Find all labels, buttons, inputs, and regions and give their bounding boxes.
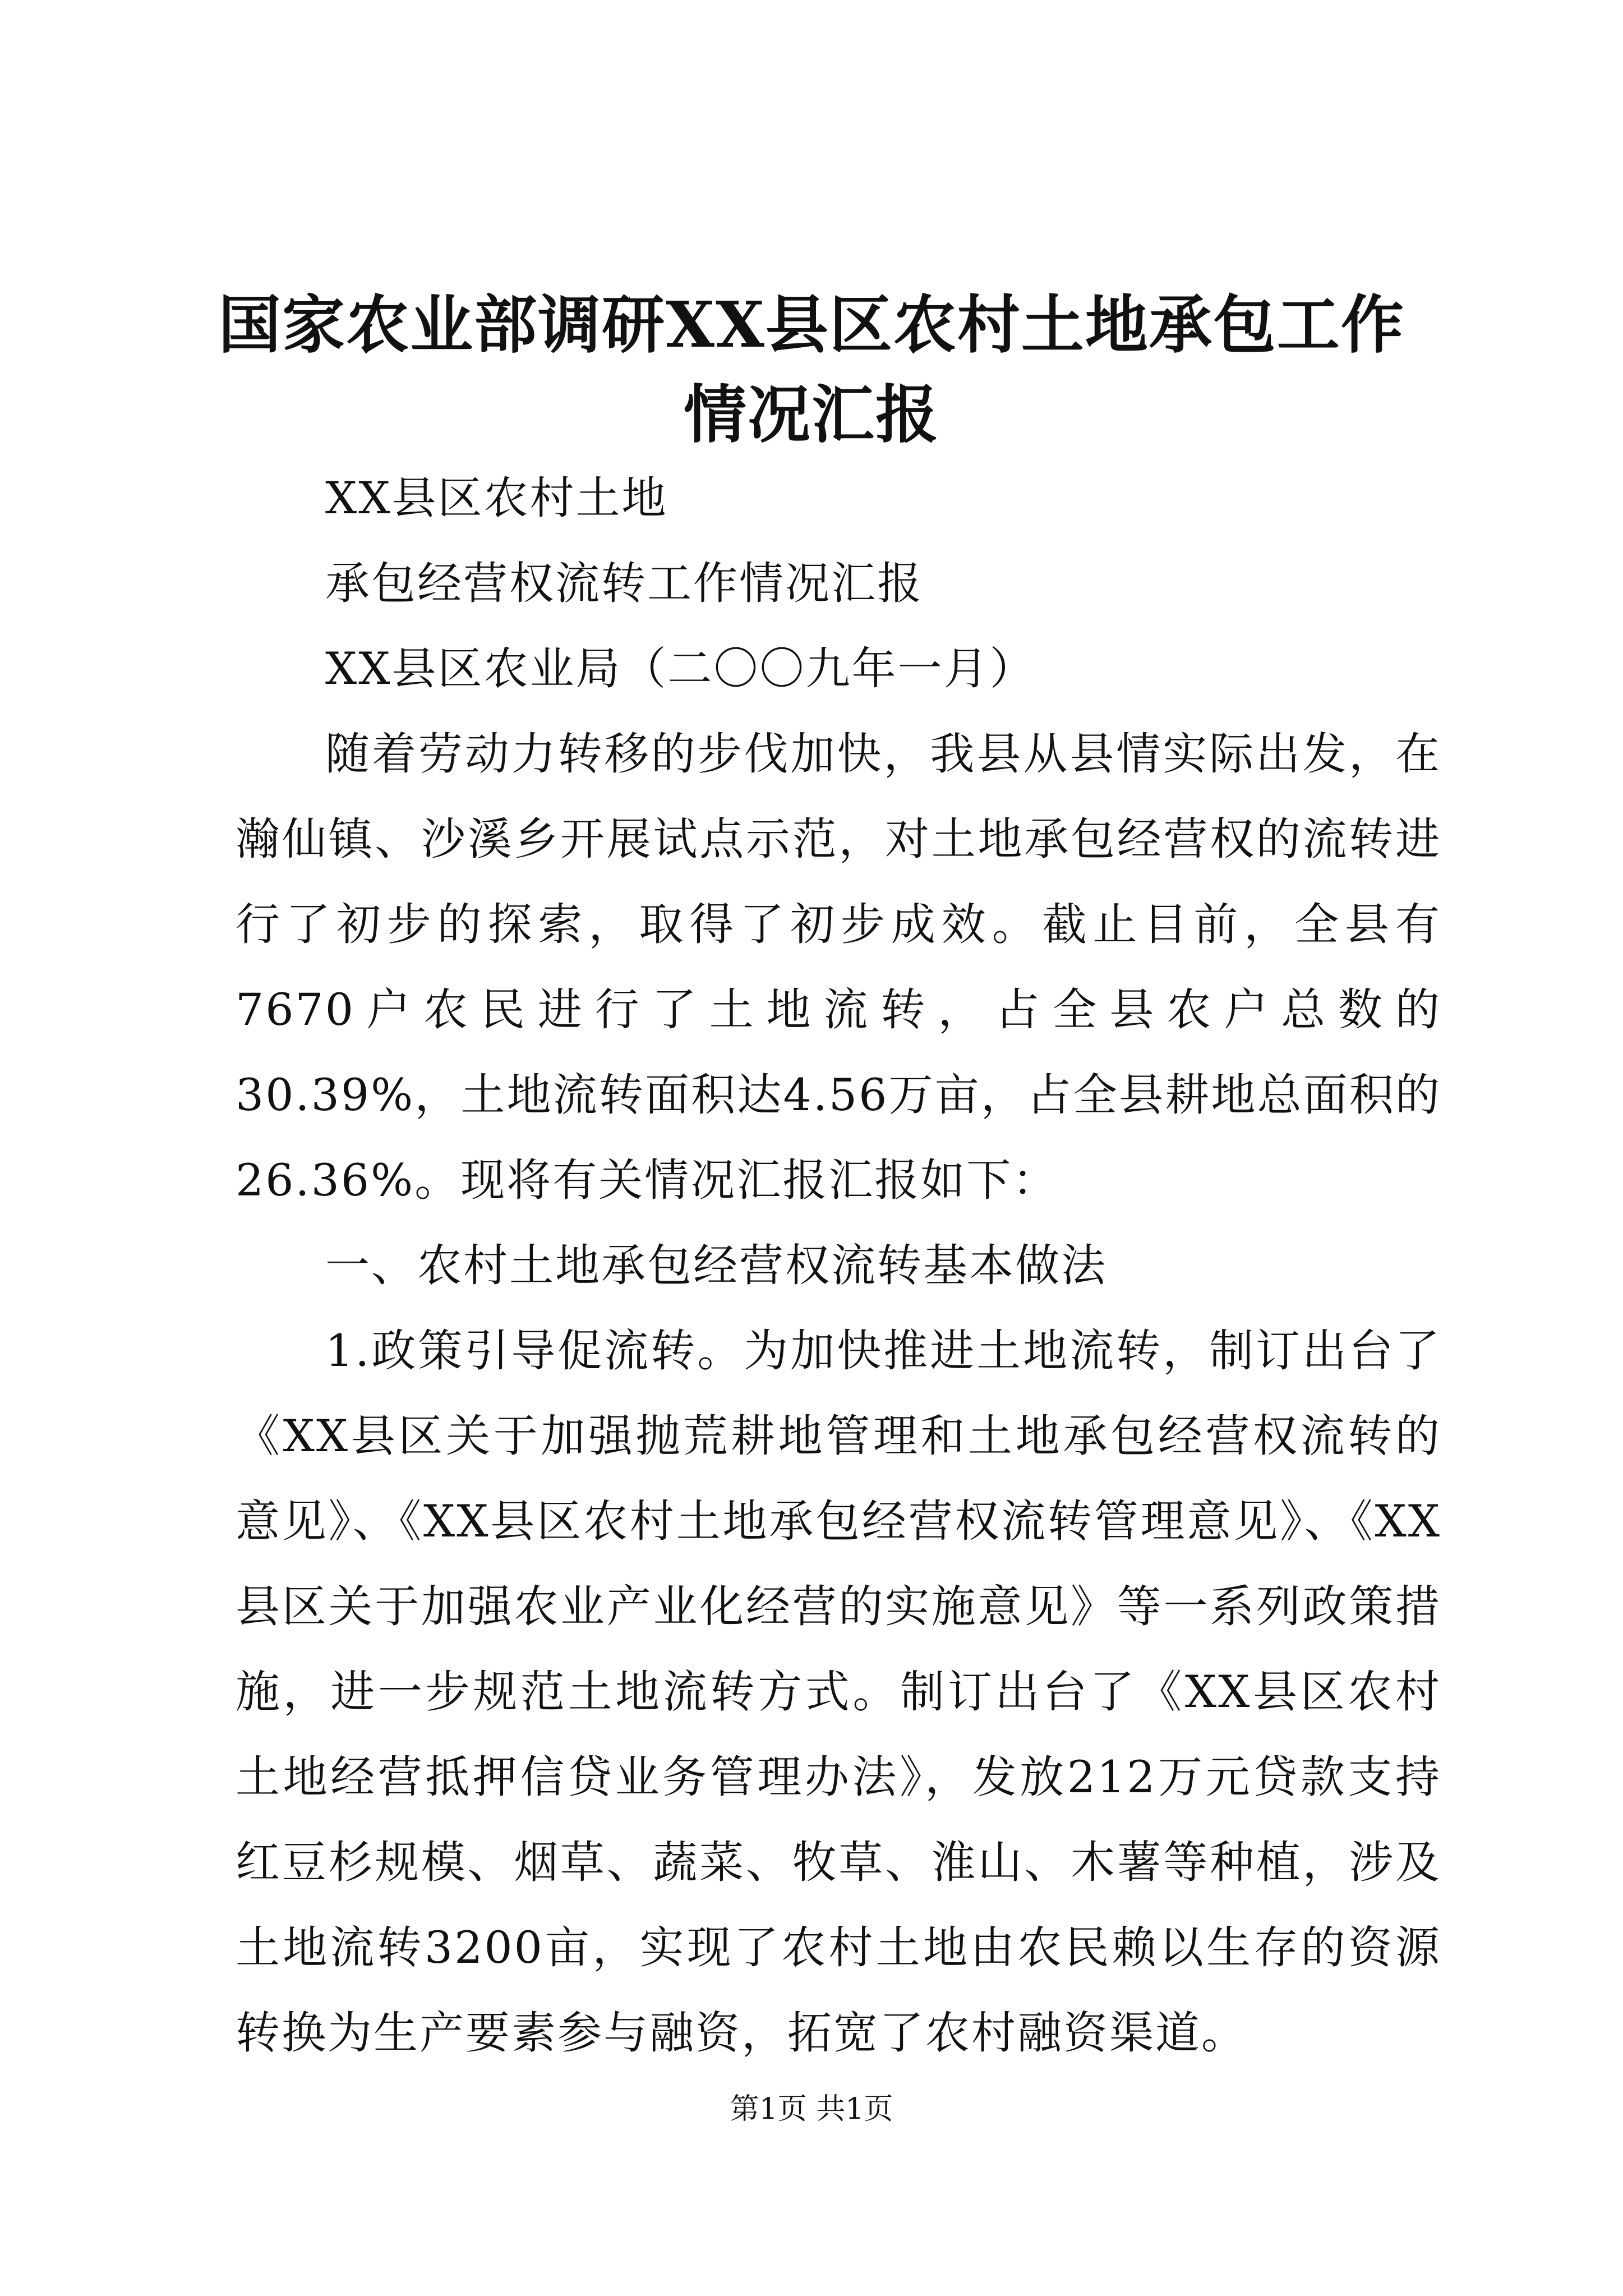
document-body bbox=[236, 455, 1441, 2076]
page-footer: 第1页 共1页 bbox=[730, 2092, 893, 2126]
policy-paragraph: 1.政策引导促流转。为加快推进土地流转，制订出台了《XX县区关于加强抛荒耕地管理和土地承包经营权流转的意见》、《XX县区农村土地承包经营权流转管理意见》、《XX县区关于加强农业产业化经营的实施意见》等一系列政策措施，进一步规范土地流转方式。制订出台了《XX县区农村土地经营抵押信贷业务管理办法》，发放212万元贷款支持红豆杉规模、烟草、蔬菜、牧草、淮山、木薯等种植，涉及土地流转3200亩，实现了农村土地由农民赖以生存的资源转换为生产要素参与融资，拓宽了农村融资渠道。 bbox=[236, 1325, 1441, 2059]
section-heading: 一、农村土地承包经营权流转基本做法 bbox=[325, 1240, 1107, 1291]
subtitle-line-1: XX县区农村土地 bbox=[325, 472, 668, 524]
document-title: 国家农业部调研XX县区农村土地承包工作情况汇报 bbox=[218, 288, 1405, 452]
subtitle-line-2: 承包经营权流转工作情况汇报 bbox=[325, 558, 923, 609]
author-line: XX县区农业局（二〇〇九年一月） bbox=[325, 643, 1036, 694]
intro-paragraph: 随着劳动力转移的步伐加快，我县从县情实际出发，在瀚仙镇、沙溪乡开展试点示范，对土地承包经营权的流转进行了初步的探索，取得了初步成效。截止目前，全县有7670户农民进行了土地流转，占全县农户总数的30.39%，土地流转面积达4.56万亩，占全县耕地总面积的26.36%。现将有关情况汇报汇报如下： bbox=[236, 728, 1441, 1206]
